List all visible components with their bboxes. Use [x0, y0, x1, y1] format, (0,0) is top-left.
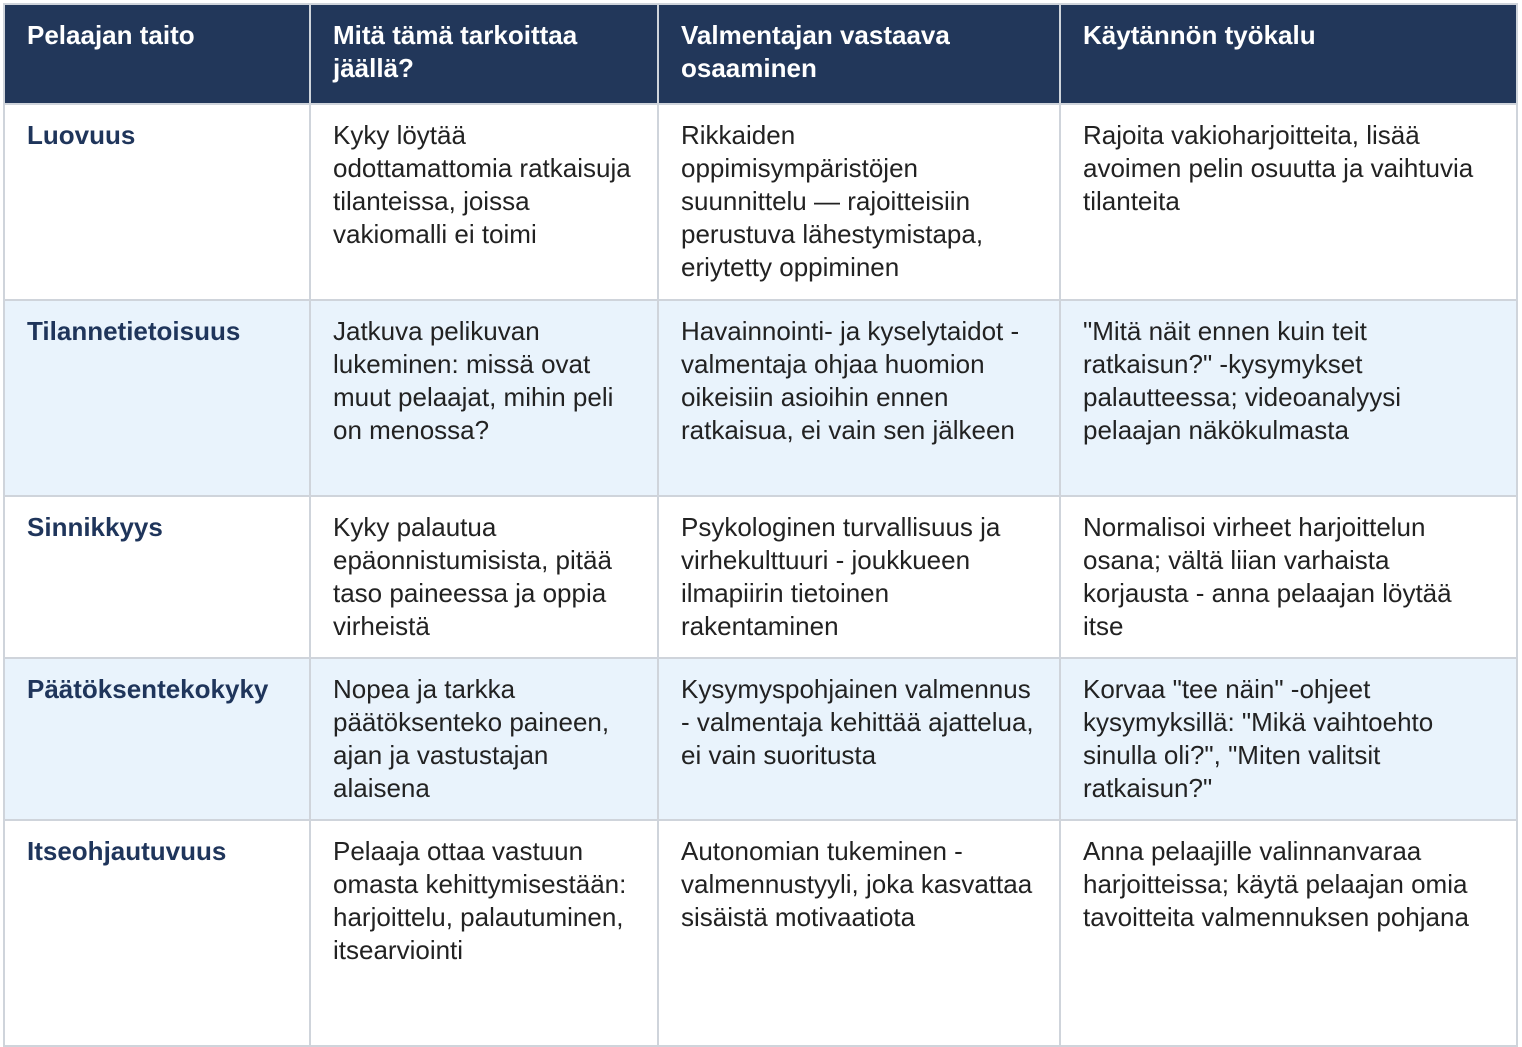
table-row — [4, 104, 1517, 300]
header-row — [4, 4, 1517, 104]
tool-cell: Anna pelaajille valinnanvaraa harjoitteissa; käytä pelaajan omia tavoitteita valmennuksen pohjana — [1060, 820, 1517, 1046]
tool-cell: "Mitä näit ennen kuin teit ratkaisun?" -kysymykset palautteessa; videoanalyysi pelaajan näkökulmasta — [1060, 300, 1517, 496]
header-coach-competence: Valmentajan vastaava osaaminen — [658, 4, 1060, 104]
skill-cell: Päätöksentekokyky — [4, 658, 310, 820]
header-meaning-on-ice: Mitä tämä tarkoittaa jäällä? — [310, 4, 658, 104]
skill-cell: Luovuus — [4, 104, 310, 300]
table-header — [4, 4, 1517, 104]
tool-cell: Rajoita vakioharjoitteita, lisää avoimen pelin osuutta ja vaihtuvia tilanteita — [1060, 104, 1517, 300]
meaning-cell: Pelaaja ottaa vastuun omasta kehittymisestään: harjoittelu, palautuminen, itsearviointi — [310, 820, 658, 1046]
competence-cell: Kysymyspohjainen valmennus - valmentaja kehittää ajattelua, ei vain suoritusta — [658, 658, 1060, 820]
table-row — [4, 820, 1517, 1046]
meaning-cell: Jatkuva pelikuvan lukeminen: missä ovat muut pelaajat, mihin peli on menossa? — [310, 300, 658, 496]
skills-table — [3, 3, 1518, 1047]
tool-cell: Normalisoi virheet harjoittelun osana; vältä liian varhaista korjausta - anna pelaajan löytää itse — [1060, 496, 1517, 658]
skill-cell: Sinnikkyys — [4, 496, 310, 658]
header-practical-tool: Käytännön työkalu — [1060, 4, 1517, 104]
competence-cell: Autonomian tukeminen - valmennustyyli, joka kasvattaa sisäistä motivaatiota — [658, 820, 1060, 1046]
meaning-cell: Nopea ja tarkka päätöksenteko paineen, ajan ja vastustajan alaisena — [310, 658, 658, 820]
tool-cell: Korvaa "tee näin" -ohjeet kysymyksillä: "Mikä vaihtoehto sinulla oli?", "Miten valitsit ratkaisun?" — [1060, 658, 1517, 820]
table-row — [4, 496, 1517, 658]
competence-cell: Psykologinen turvallisuus ja virhekulttuuri - joukkueen ilmapiirin tietoinen rakentaminen — [658, 496, 1060, 658]
competence-cell: Rikkaiden oppimisympäristöjen suunnittelu — rajoitteisiin perustuva lähestymistapa, eriytetty oppiminen — [658, 104, 1060, 300]
skill-cell: Tilannetietoisuus — [4, 300, 310, 496]
table-row — [4, 300, 1517, 496]
table-row — [4, 658, 1517, 820]
header-player-skill: Pelaajan taito — [4, 4, 310, 104]
competence-cell: Havainnointi- ja kyselytaidot - valmentaja ohjaa huomion oikeisiin asioihin ennen ratkaisua, ei vain sen jälkeen — [658, 300, 1060, 496]
skill-cell: Itseohjautuvuus — [4, 820, 310, 1046]
table-body — [4, 104, 1517, 1046]
meaning-cell: Kyky palautua epäonnistumisista, pitää taso paineessa ja oppia virheistä — [310, 496, 658, 658]
meaning-cell: Kyky löytää odottamattomia ratkaisuja tilanteissa, joissa vakiomalli ei toimi — [310, 104, 658, 300]
